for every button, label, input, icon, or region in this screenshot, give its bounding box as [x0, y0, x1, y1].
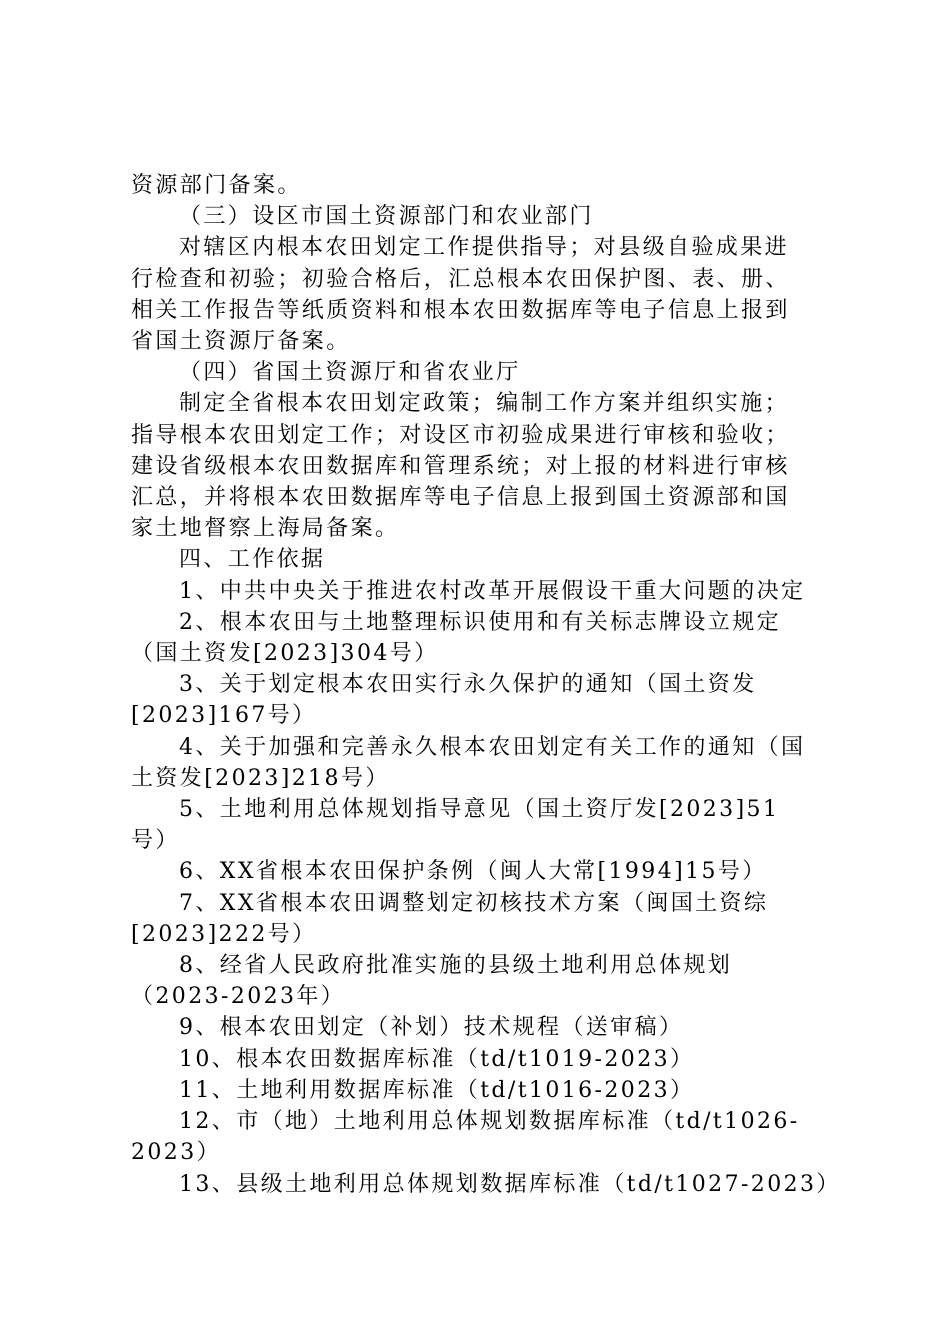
list-item: 2、根本农田与土地整理标识使用和有关标志牌设立规定: [179, 609, 781, 635]
text-line: 汇总，并将根本农田数据库等电子信息上报到国土资源部和国: [131, 485, 790, 511]
list-item: 12、市（地）土地利用总体规划数据库标准（td/t1026-: [179, 1109, 800, 1135]
text-line: 家土地督察上海局备案。: [131, 516, 400, 542]
list-item: 7、XX省根本农田调整划定初核技术方案（闽国土资综: [179, 890, 769, 916]
list-item: 10、根本农田数据库标准（td/t1019-2023）: [179, 1046, 695, 1072]
list-item: 9、根本农田划定（补划）技术规程（送审稿）: [179, 1015, 684, 1041]
text-line: 对辖区内根本农田划定工作提供指导；对县级自验成果进: [179, 235, 790, 261]
list-item-continuation: 2023）: [131, 1140, 221, 1166]
text-line: 指导根本农田划定工作；对设区市初验成果进行审核和验收；: [131, 422, 790, 448]
list-item-continuation: 号）: [131, 828, 180, 854]
text-line: 省国土资源厅备案。: [131, 329, 351, 355]
list-item: 8、经省人民政府批准实施的县级土地利用总体规划: [179, 953, 733, 979]
section-heading: 四、工作依据: [179, 547, 326, 573]
list-item-continuation: [2023]222号）: [131, 921, 317, 947]
list-item: 4、关于加强和完善永久根本农田划定有关工作的通知（国: [179, 734, 806, 760]
list-item: 6、XX省根本农田保护条例（闽人大常[1994]15号）: [179, 859, 767, 885]
list-item: 5、土地利用总体规划指导意见（国土资厅发[2023]51: [179, 797, 780, 823]
section-heading: （四）省国土资源厅和省农业厅: [179, 360, 521, 386]
list-item-continuation: 土资发[2023]218号）: [131, 765, 390, 791]
list-item-continuation: [2023]167号）: [131, 703, 317, 729]
text-line: 制定全省根本农田划定政策；编制工作方案并组织实施；: [179, 391, 790, 417]
list-item-continuation: （国土资发[2023]304号）: [131, 641, 439, 667]
list-item: 13、县级土地利用总体规划数据库标准（td/t1027-2023）: [179, 1171, 841, 1197]
list-item: 3、关于划定根本农田实行永久保护的通知（国土资发: [179, 672, 757, 698]
list-item-continuation: （2023-2023年）: [131, 984, 346, 1010]
text-line: 相关工作报告等纸质资料和根本农田数据库等电子信息上报到: [131, 297, 790, 323]
text-line: 资源部门备案。: [131, 173, 302, 198]
text-line: 行检查和初验；初验合格后，汇总根本农田保护图、表、册、: [131, 266, 790, 292]
text-line: 建设省级根本农田数据库和管理系统；对上报的材料进行审核: [131, 453, 790, 479]
section-heading: （三）设区市国土资源部门和农业部门: [179, 204, 594, 230]
document-body: [131, 170, 841, 1200]
list-item: 11、土地利用数据库标准（td/t1016-2023）: [179, 1077, 695, 1103]
list-item: 1、中共中央关于推进农村改革开展假设干重大问题的决定: [179, 578, 806, 604]
